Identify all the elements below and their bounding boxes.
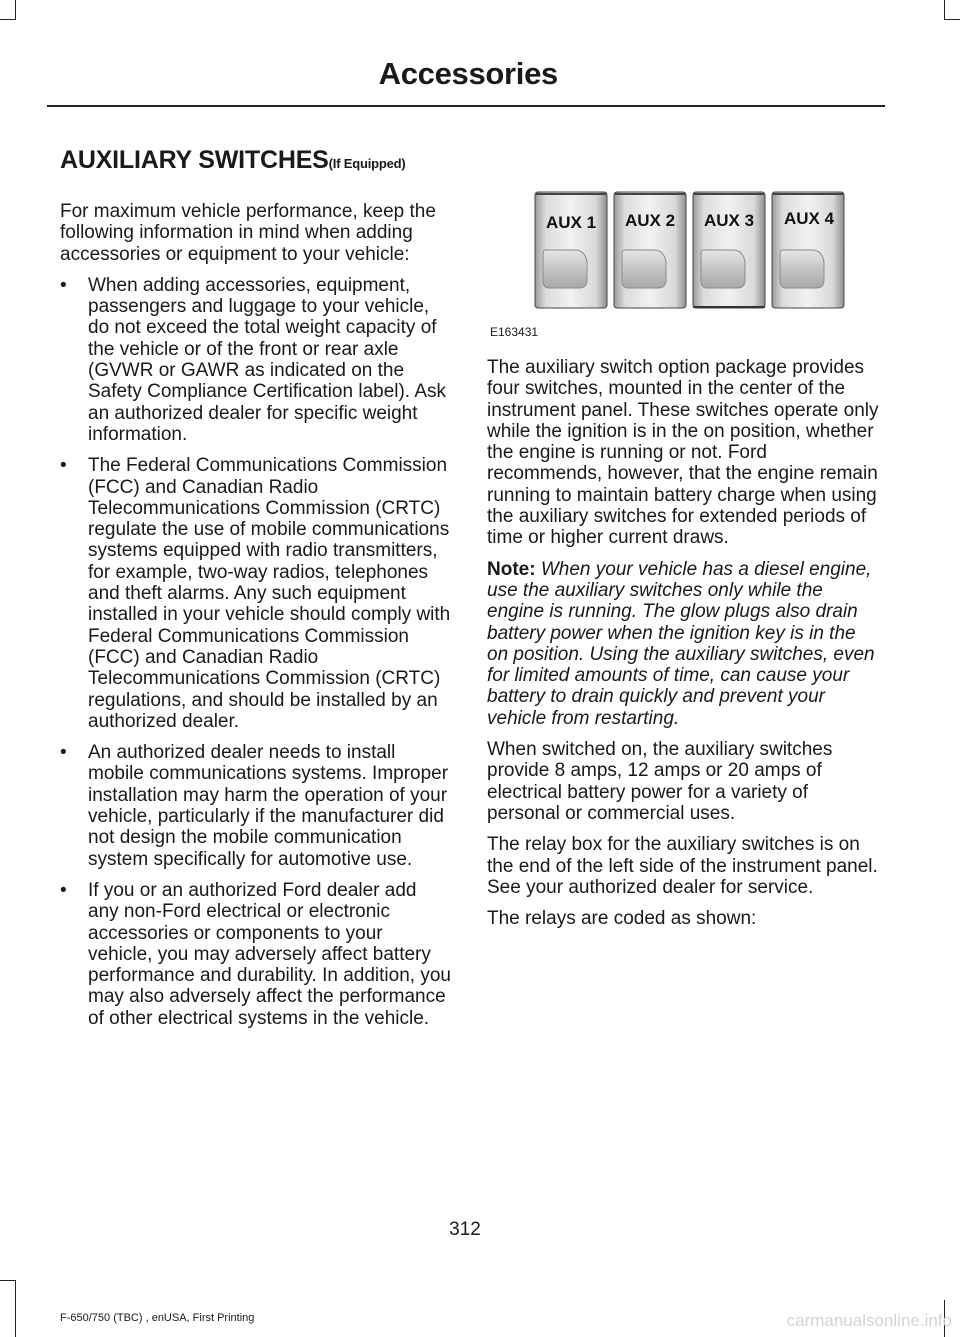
bullet-list	[60, 275, 452, 1029]
aux-switch-label: AUX 2	[624, 211, 676, 230]
bullet-text: The Federal Communications Commission (FCC) and Canadian Radio Telecommunications Commission (CRTC) regulate the use of mobile communications systems equipped with radio transmitters, for example, two-way radios, telephones and theft alarms. Any such equipment installed in your vehicle should comply with Federal Communications Commission (FCC) and Canadian Radio Telecommunications Commission (CRTC) regulations, and should be installed by an authorized dealer.	[88, 455, 451, 732]
bullet-item	[60, 455, 452, 732]
crop-mark-top-right-h	[944, 19, 960, 20]
bullet-text: An authorized dealer needs to install mobile communications systems. Improper installation may harm the operation of your vehicle, particularly if the manufacturer did not design the mobile communication system specifically for automotive use.	[88, 742, 449, 870]
watermark: carmanualsonline.info	[786, 1311, 952, 1330]
page-header-title: Accessories	[378, 56, 558, 91]
power-paragraph: When switched on, the auxiliary switches provide 8 amps, 12 amps or 20 amps of electrical battery power for a variety of personal or commercial uses.	[487, 739, 833, 824]
right-column	[487, 357, 881, 939]
crop-mark-top-left-v	[15, 0, 16, 20]
footer-text: F-650/750 (TBC) , enUSA, First Printing	[60, 1312, 255, 1324]
aux-switch-label: AUX 1	[545, 213, 597, 232]
bullet-dot-icon: •	[60, 274, 67, 296]
left-column	[60, 201, 452, 1039]
aux-switch-4	[772, 192, 844, 308]
relay-box-paragraph: The relay box for the auxiliary switches is on the end of the left side of the instrument panel. See your authorized dealer for service.	[487, 834, 878, 898]
aux-switch-label: AUX 4	[783, 209, 835, 228]
aux-switch-label: AUX 3	[703, 211, 755, 230]
crop-mark-bottom-left-h	[0, 1280, 16, 1281]
description-paragraph: The auxiliary switch option package provides four switches, mounted in the center of the instrument panel. These switches operate only while the ignition is in the on position, whether the engine is running or not. Ford recommends, however, that the engine remain running to maintain battery charge when using the auxiliary switches for extended periods of time or higher current draws.	[487, 357, 879, 549]
note-label: Note:	[487, 558, 536, 580]
bullet-item	[60, 275, 452, 445]
bullet-text: When adding accessories, equipment, passengers and luggage to your vehicle, do not exceed the total weight capacity of the vehicle or of the front or rear axle (GVWR or GAWR as indicated on the Safety Compliance Certification label). Ask an authorized dealer for specific weight information.	[88, 274, 446, 445]
header-rule	[47, 105, 885, 107]
page-number: 312	[449, 1219, 481, 1240]
section-title	[60, 146, 406, 175]
note-paragraph	[487, 559, 881, 729]
bullet-item	[60, 880, 452, 1029]
crop-mark-top-right-v	[944, 0, 945, 20]
bullet-text: If you or an authorized Ford dealer add any non-Ford electrical or electronic accessories or components to your vehicle, you may adversely affect battery performance and durability. In addition, you may also adversely affect the performance of other electrical systems in the vehicle.	[88, 879, 451, 1029]
section-title-text: AUXILIARY SWITCHES	[60, 146, 329, 174]
aux-switch-1	[535, 192, 607, 308]
aux-switch-3	[693, 192, 765, 308]
crop-mark-top-left-h	[0, 19, 16, 20]
figure-code: E163431	[490, 325, 539, 339]
crop-mark-bottom-left-v	[15, 1280, 16, 1337]
aux-switches-figure	[533, 190, 848, 312]
bullet-item	[60, 742, 452, 870]
note-text: When your vehicle has a diesel engine, use the auxiliary switches only while the engine is running. The glow plugs also drain battery power when the ignition key is in the on position. Using the auxiliary switches, even for limited amounts of time, can cause your battery to drain quickly and prevent your vehicle from restarting.	[487, 558, 875, 729]
relay-codes-paragraph: The relays are coded as shown:	[487, 908, 757, 930]
bullet-dot-icon: •	[60, 455, 67, 477]
intro-paragraph: For maximum vehicle performance, keep the following information in mind when adding accessories or equipment to your vehicle:	[60, 201, 436, 265]
section-title-qualifier: (If Equipped)	[328, 156, 406, 171]
bullet-dot-icon: •	[60, 879, 67, 901]
aux-switch-2	[614, 192, 686, 308]
bullet-dot-icon: •	[60, 742, 67, 764]
